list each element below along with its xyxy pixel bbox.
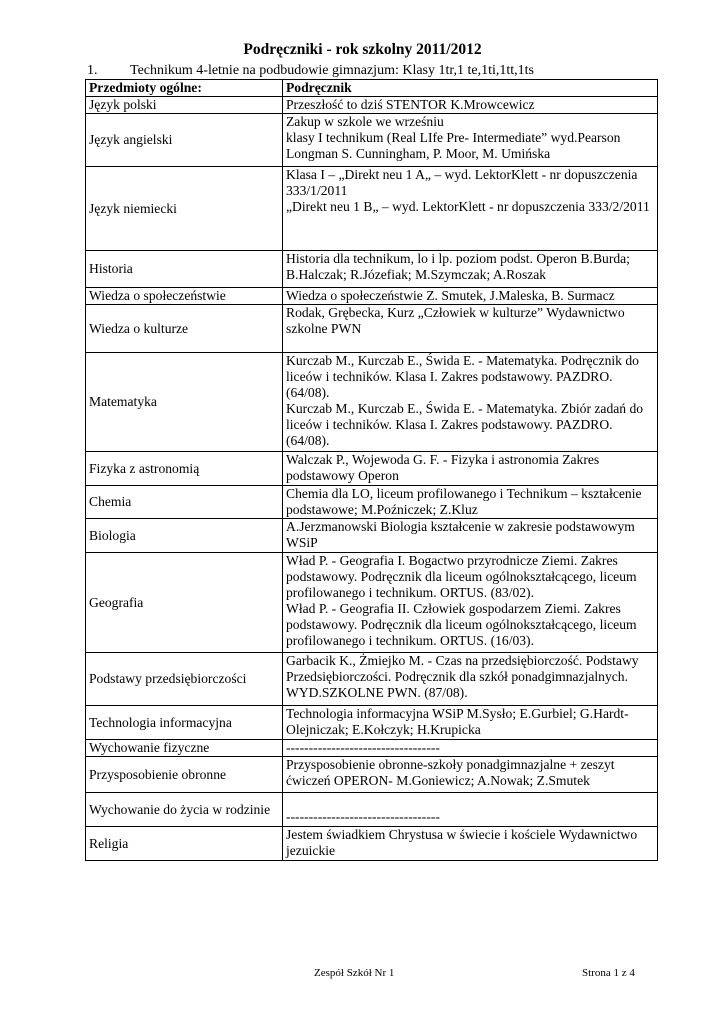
textbook-line: Rodak, Grębecka, Kurz „Człowiek w kulturze” Wydawnictwo szkolne PWN xyxy=(286,305,625,336)
table-row xyxy=(86,305,658,353)
textbook-line: Kurczab M., Kurczab E., Świda E. - Matematyka. Podręcznik do liceów i techników. Klasa I. Zakres podstawowy. PAZDRO. (64/08). xyxy=(286,353,639,400)
textbook-line: Wiedza o społeczeństwie Z. Smutek, J.Maleska, B. Surmacz xyxy=(286,288,615,303)
textbook-line: Garbacik K., Żmiejko M. - Czas na przedsiębiorczość. Podstawy Przedsiębiorczości. Podręcznik dla szkół ponadgimnazjalnych. WYD.SZKOLNE PWN. (87/08). xyxy=(286,653,639,700)
table-row xyxy=(86,793,658,827)
table-row xyxy=(86,114,658,167)
subject-cell: Religia xyxy=(86,827,283,861)
textbook-line: ---------------------------------- xyxy=(286,809,440,824)
table-row xyxy=(86,553,658,653)
table-row xyxy=(86,740,658,757)
subject-cell: Język angielski xyxy=(86,114,283,167)
subject-cell: Wychowanie fizyczne xyxy=(86,740,283,757)
textbook-cell xyxy=(283,740,658,757)
textbook-cell xyxy=(283,353,658,452)
textbook-cell xyxy=(283,288,658,305)
header-subjects: Przedmioty ogólne: xyxy=(86,80,283,97)
textbook-line: A.Jerzmanowski Biologia kształcenie w zakresie podstawowym WSiP xyxy=(286,519,635,550)
table-row xyxy=(86,353,658,452)
textbook-cell xyxy=(283,653,658,706)
textbook-line: Wład P. - Geografia II. Człowiek gospodarzem Ziemi. Zakres podstawowy. Podręcznik dla liceum ogólnokształcącego, liceum profilowanego i technikum. ORTUS. (16/03). xyxy=(286,601,637,648)
table-header-row xyxy=(86,80,658,97)
textbook-line: Chemia dla LO, liceum profilowanego i Technikum – kształcenie podstawowe; M.Poźniczek; Z.Kluz xyxy=(286,486,642,517)
footer-school-name: Zespół Szkół Nr 1 xyxy=(314,967,395,979)
section-text: Technikum 4-letnie na podbudowie gimnazjum: Klasy 1tr,1 te,1ti,1tt,1ts xyxy=(130,63,534,78)
subject-cell: Wychowanie do życia w rodzinie xyxy=(86,793,283,827)
table-row xyxy=(86,97,658,114)
subject-cell: Matematyka xyxy=(86,353,283,452)
table-row xyxy=(86,757,658,793)
subject-cell: Technologia informacyjna xyxy=(86,706,283,740)
page-title: Podręczniki - rok szkolny 2011/2012 xyxy=(243,41,482,58)
textbook-line: Wład P. - Geografia I. Bogactwo przyrodnicze Ziemi. Zakres podstawowy. Podręcznik dla liceum ogólnokształcącego, liceum profilowanego i technikum. ORTUS. (83/02). xyxy=(286,553,637,600)
table-row xyxy=(86,452,658,486)
textbook-cell xyxy=(283,114,658,167)
footer-page-number: Strona 1 z 4 xyxy=(582,967,635,979)
textbook-line: Przysposobienie obronne-szkoły ponadgimnazjalne + zeszyt ćwiczeń OPERON- M.Goniewicz; A.Nowak; Z.Smutek xyxy=(286,757,615,788)
textbook-cell xyxy=(283,793,658,827)
table-row xyxy=(86,827,658,861)
section-number: 1. xyxy=(87,63,98,78)
textbook-cell xyxy=(283,757,658,793)
subject-cell: Język polski xyxy=(86,97,283,114)
textbook-cell xyxy=(283,827,658,861)
textbook-cell xyxy=(283,97,658,114)
table-row xyxy=(86,653,658,706)
textbook-line: klasy I technikum (Real LIfe Pre- Intermediate” wyd.Pearson Longman S. Cunningham, P. Moor, M. Umińska xyxy=(286,130,621,161)
textbook-cell xyxy=(283,305,658,353)
subject-cell: Przysposobienie obronne xyxy=(86,757,283,793)
subject-cell: Geografia xyxy=(86,553,283,653)
textbook-line: Przeszłość to dziś STENTOR K.Mrowcewicz xyxy=(286,97,535,112)
textbook-line: ---------------------------------- xyxy=(286,740,440,755)
textbook-cell xyxy=(283,486,658,519)
subject-cell: Biologia xyxy=(86,519,283,553)
textbook-line: Walczak P., Wojewoda G. F. - Fizyka i astronomia Zakres podstawowy Operon xyxy=(286,452,600,483)
textbook-cell xyxy=(283,519,658,553)
textbook-cell xyxy=(283,706,658,740)
table-row xyxy=(86,706,658,740)
textbook-line: Zakup w szkole we wrześniu xyxy=(286,114,444,129)
subject-cell: Wiedza o kulturze xyxy=(86,305,283,353)
table-row xyxy=(86,167,658,251)
textbook-line: Historia dla technikum, lo i lp. poziom podst. Operon B.Burda; B.Halczak; R.Józefiak; M.Szymczak; A.Roszak xyxy=(286,251,630,282)
subject-cell: Język niemiecki xyxy=(86,167,283,251)
subject-cell: Chemia xyxy=(86,486,283,519)
textbook-line xyxy=(286,793,654,809)
section-heading xyxy=(87,62,534,79)
subject-cell: Podstawy przedsiębiorczości xyxy=(86,653,283,706)
subject-cell: Fizyka z astronomią xyxy=(86,452,283,486)
textbook-table xyxy=(85,79,658,861)
table-row xyxy=(86,288,658,305)
subject-cell: Historia xyxy=(86,251,283,288)
textbook-line: Technologia informacyjna WSiP M.Sysło; E.Gurbiel; G.Hardt-Olejniczak; E.Kołczyk; H.Krupicka xyxy=(286,706,629,737)
textbook-line: „Direkt neu 1 B„ – wyd. LektorKlett - nr dopuszczenia 333/2/2011 xyxy=(286,199,650,214)
header-textbook: Podręcznik xyxy=(283,80,658,97)
textbook-cell xyxy=(283,167,658,251)
textbook-cell xyxy=(283,452,658,486)
textbook-line: Klasa I – „Direkt neu 1 A„ – wyd. LektorKlett - nr dopuszczenia 333/1/2011 xyxy=(286,167,638,198)
subject-cell: Wiedza o społeczeństwie xyxy=(86,288,283,305)
textbook-line: Kurczab M., Kurczab E., Świda E. - Matematyka. Zbiór zadań do liceów i techników. Klasa I. Zakres podstawowy. PAZDRO. (64/08). xyxy=(286,401,644,448)
textbook-cell xyxy=(283,251,658,288)
textbook-line: Jestem świadkiem Chrystusa w świecie i kościele Wydawnictwo jezuickie xyxy=(286,827,638,858)
table-row xyxy=(86,519,658,553)
textbook-cell xyxy=(283,553,658,653)
table-row xyxy=(86,486,658,519)
table-row xyxy=(86,251,658,288)
